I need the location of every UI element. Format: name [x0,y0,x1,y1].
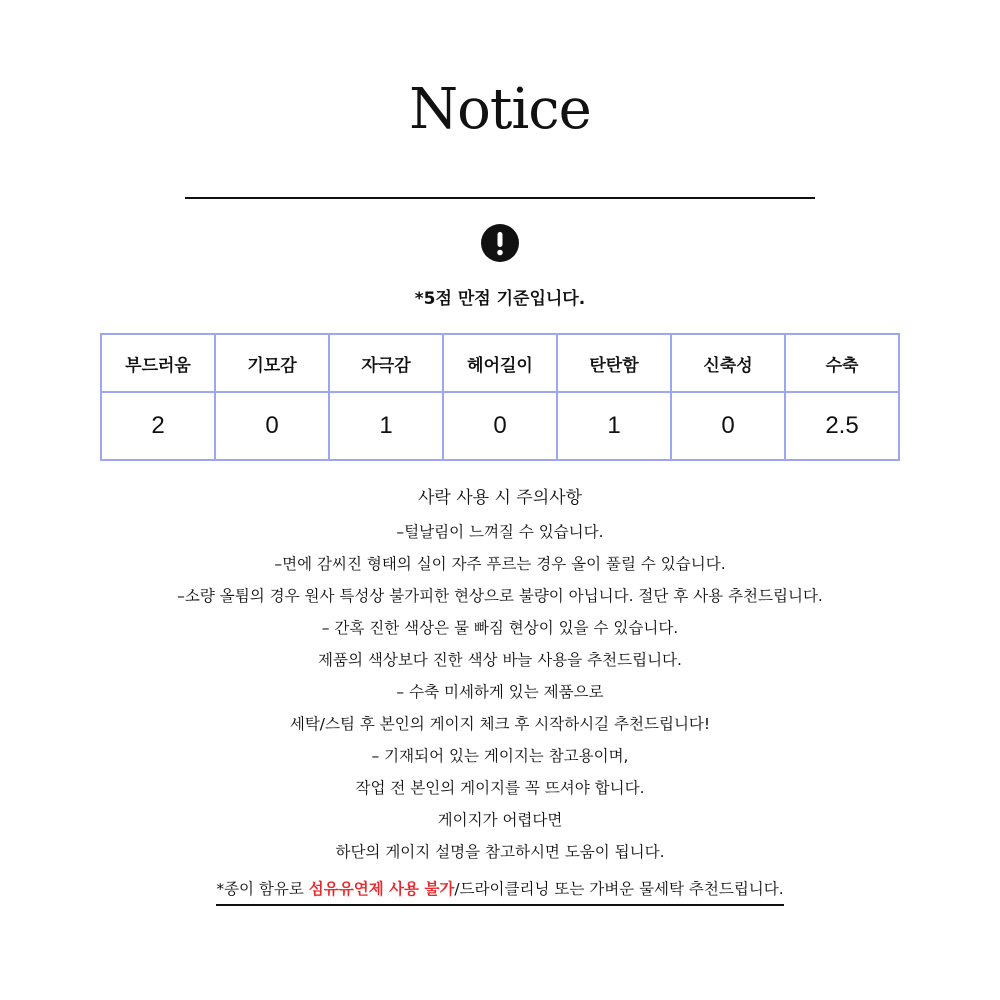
care-warning-prefix: *종이 함유로 [216,880,309,898]
rating-value-firmness: 1 [557,392,671,460]
rating-header-shrinkage: 수축 [785,334,899,392]
rating-header-firmness: 탄탄함 [557,334,671,392]
caution-line: – 기재되어 있는 게이지는 참고용이며, [371,747,629,765]
caution-line: 하단의 게이지 설명을 참고하시면 도움이 됩니다. [335,843,665,861]
caution-line: –소량 올튐의 경우 원사 특성상 불가피한 현상으로 불량이 아닙니다. 절단 후 사용 추천드립니다. [177,587,823,605]
rating-header-irritation: 자극감 [329,334,443,392]
caution-line: 게이지가 어렵다면 [437,811,563,829]
rating-value-hair-length: 0 [443,392,557,460]
title-divider [185,197,815,199]
rating-header-hair-length: 헤어길이 [443,334,557,392]
rating-value-elasticity: 0 [671,392,785,460]
caution-line: 제품의 색상보다 진한 색상 바늘 사용을 추천드립니다. [318,651,682,669]
ratings-header-row [101,334,899,392]
caution-line: – 수축 미세하게 있는 제품으로 [396,683,604,701]
caution-notes [0,482,1000,868]
rating-header-softness: 부드러움 [101,334,215,392]
care-warning-text [216,874,783,906]
rating-value-irritation: 1 [329,392,443,460]
ratings-value-row [101,392,899,460]
rating-header-elasticity: 신축성 [671,334,785,392]
rating-value-softness: 2 [101,392,215,460]
rating-scale-note: *5점 만점 기준입니다. [414,289,586,309]
care-warning-highlight: 섬유유연제 사용 불가 [308,880,455,898]
exclamation-circle-icon [481,224,519,262]
ratings-table [100,333,900,461]
caution-line: –면에 감씨진 형태의 실이 자주 푸르는 경우 올이 풀릴 수 있습니다. [274,555,726,573]
caution-line: 작업 전 본인의 게이지를 꼭 뜨셔야 합니다. [355,779,645,797]
rating-value-shrinkage: 2.5 [785,392,899,460]
rating-value-brushed: 0 [215,392,329,460]
caution-heading: 사락 사용 시 주의사항 [417,488,582,508]
caution-line: –털날림이 느껴질 수 있습니다. [396,523,604,541]
rating-header-brushed: 기모감 [215,334,329,392]
care-warning [0,874,1000,906]
caution-line: 세탁/스팀 후 본인의 게이지 체크 후 시작하시길 추천드립니다! [289,715,711,733]
care-warning-suffix: /드라이클리닝 또는 가벼운 물세탁 추천드립니다. [454,880,784,898]
page-title: Notice [409,77,591,142]
caution-line: – 간혹 진한 색상은 물 빠짐 현상이 있을 수 있습니다. [321,619,679,637]
